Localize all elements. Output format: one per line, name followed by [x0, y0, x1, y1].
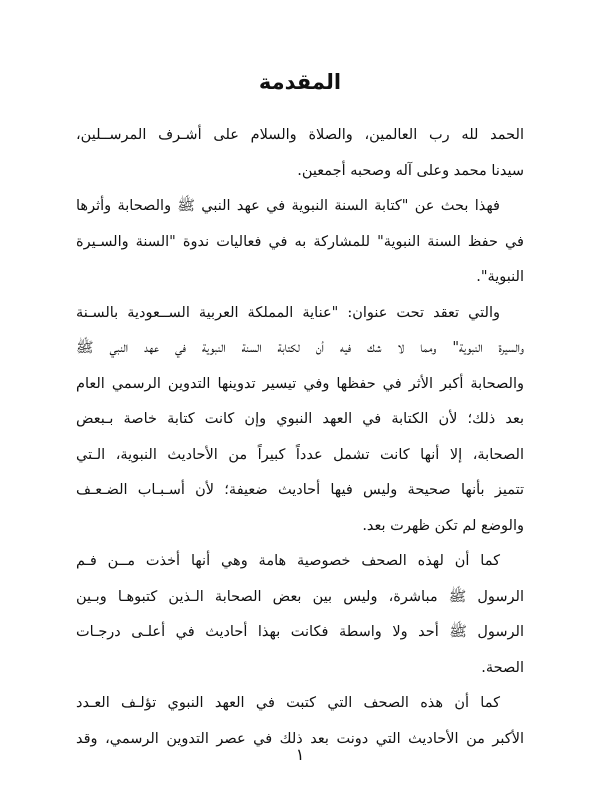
- text-line: كما أن هذه الصحف التي كتبت في العهد النبوي تؤلـف العـدد: [76, 695, 500, 711]
- text-line: والسيرة النبوية" ومما لا شك فيه أن لكتابة السنة النبوية في عهد النبي ﷺ: [76, 340, 524, 356]
- text-line: تتميز بأنها صحيحة وليس فيها أحاديث ضعيفة؛ لأن أسـبـاب الضـعـف: [76, 482, 524, 498]
- text-line: الصحابة، إلا أنها كانت تشمل عدداً كبيراً من الأحاديث النبوية، الـتي: [76, 446, 524, 463]
- text-line: بعد ذلك؛ لأن الكتابة في العهد النبوي وإن كانت كتابة خاصة بـبعض: [76, 411, 524, 427]
- document-body: [76, 118, 524, 757]
- text-line: فهذا بحث عن "كتابة السنة النبوية في عهد النبي ﷺ والصحابة وأثرها: [76, 198, 500, 214]
- text-line: الرسول ﷺ مباشرة، وليس بين بعض الصحابة الـذين كتبوهـا وبـين: [76, 588, 524, 605]
- page-title: المقدمة: [258, 70, 342, 94]
- text-line: الصحة.: [481, 659, 524, 676]
- text-line: والوضع لم تكن ظهرت بعد.: [362, 517, 524, 534]
- text-line: الرسول ﷺ أحد ولا واسطة فكانت بهذا أحاديث في أعلـى درجـات: [76, 624, 524, 640]
- text-line: كما أن لهذه الصحف خصوصية هامة وهي أنها أخذت مــن فـم: [76, 553, 500, 569]
- text-line: سيدنا محمد وعلى آله وصحبه أجمعين.: [297, 162, 524, 179]
- text-line: الحمد لله رب العالمين، والصلاة والسلام على أشـرف المرســلين،: [76, 127, 524, 143]
- text-line: في حفظ السنة النبوية" للمشاركة به في فعاليات ندوة "السنة والسـيرة: [76, 233, 524, 250]
- text-line: والصحابة أكبر الأثر في حفظها وفي تيسير تدوينها التدوين الرسمي العام: [76, 375, 524, 392]
- page-number: ١: [295, 745, 305, 764]
- text-line: والتي تعقد تحت عنوان: "عناية المملكة العربية الســعودية بالسـنة: [76, 304, 500, 321]
- text-line: الأكبر من الأحاديث التي دونت بعد ذلك في عصر التدوين الرسمي، وقد: [76, 730, 524, 747]
- text-line: النبوية".: [476, 269, 524, 285]
